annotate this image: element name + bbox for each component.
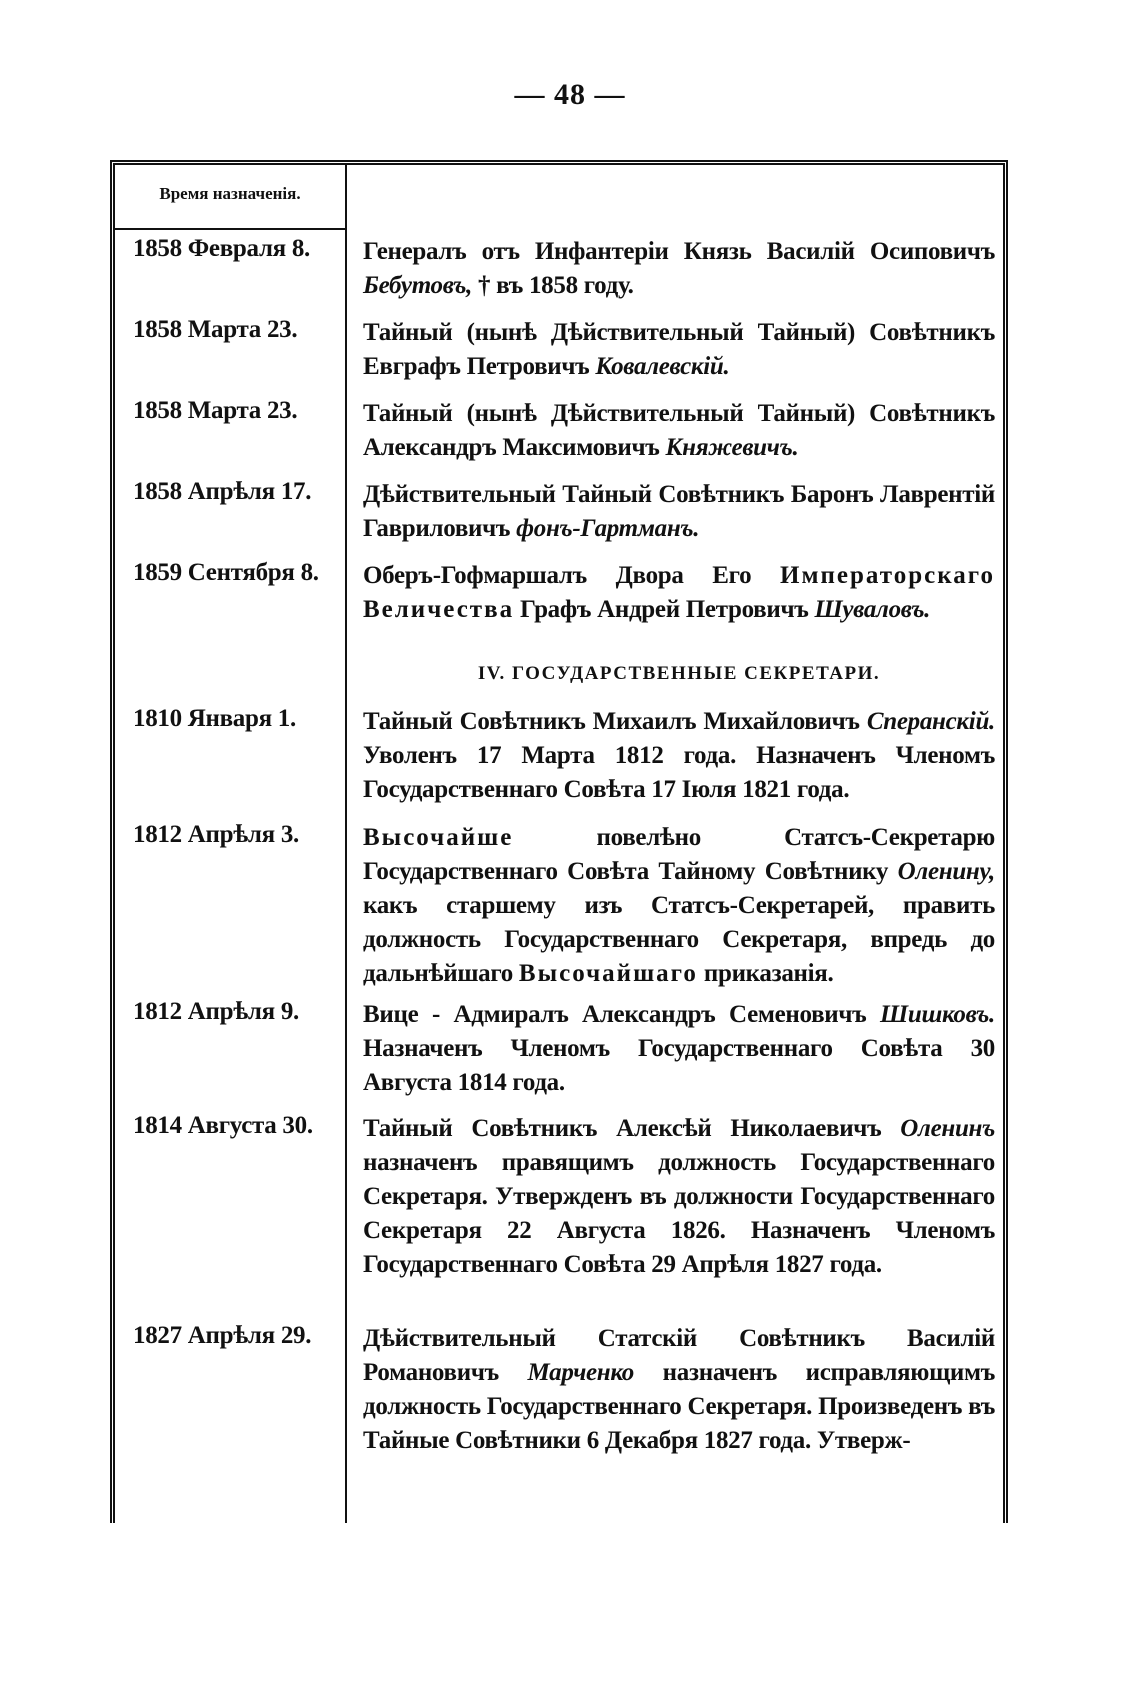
row-entry (363, 998, 995, 1100)
person-surname: Марченко (527, 1359, 635, 1386)
entry-text: Тайный Совѣтникъ Михаилъ Михайловичъ (363, 708, 867, 735)
row-entry (363, 821, 995, 991)
row-entry (363, 1322, 995, 1458)
person-surname: Шуваловъ. (814, 596, 931, 623)
entry-text: Уволенъ 17 Марта 1812 года. Назначенъ Членомъ Государственнаго Совѣта 17 Іюля 1821 года. (363, 742, 995, 803)
entry-text: Назначенъ Членомъ Государственнаго Совѣта 30 Августа 1814 года. (363, 1035, 995, 1096)
column-divider (345, 165, 347, 1523)
person-surname: Бебутовъ, (363, 272, 473, 299)
appointments-table (110, 160, 1008, 1523)
entry-text: приказанія. (697, 960, 834, 987)
column-header-appointment-time: Время назначенія. (115, 165, 345, 230)
person-surname: Шишковъ. (880, 1001, 995, 1028)
imperial-title: Императорскаго Величества (363, 562, 995, 623)
row-date: 1858 Марта 23. (133, 316, 298, 343)
entry-text: Тайный (нынѣ Дѣйствительный Тайный) Совѣтникъ Александръ Максимовичъ (363, 400, 995, 461)
imperial-word: Высочайше (363, 824, 514, 851)
entry-text: назначенъ исправляющимъ должность Государственнаго Секретаря. Произведенъ въ Тайные Совѣтники 6 Декабря 1827 года. Утверж- (363, 1359, 995, 1454)
person-surname: Ковалевскій. (595, 353, 730, 380)
entry-text: Генералъ отъ Инфантеріи Князь Василій Осиповичъ (363, 238, 995, 265)
entry-text: назначенъ правящимъ должность Государственнаго Секретаря. Утвержденъ въ должности Государственнаго Секретаря 22 Августа 1826. Назначенъ Членомъ Государственнаго Совѣта 29 Апрѣля 1827 года. (363, 1149, 995, 1278)
entry-text: Тайный (нынѣ Дѣйствительный Тайный) Совѣтникъ Евграфъ Петровичъ (363, 319, 995, 380)
person-surname: фонъ-Гартманъ. (516, 515, 700, 542)
person-surname: Оленинъ (900, 1115, 995, 1142)
entry-text: повелѣно Статсъ-Секретарю Государственнаго Совѣта Тайному Совѣтнику (363, 824, 995, 885)
row-date: 1812 Апрѣля 9. (133, 998, 299, 1025)
person-surname: Оленину, (897, 858, 995, 885)
page-number: — 48 — (514, 78, 626, 111)
row-date: 1812 Апрѣля 3. (133, 821, 299, 848)
row-date: 1827 Апрѣля 29. (133, 1322, 312, 1349)
row-entry (363, 397, 995, 465)
person-surname: Княжевичъ. (665, 434, 799, 461)
section-heading: IV. ГОСУДАРСТВЕННЫЕ СЕКРЕТАРИ. (477, 663, 881, 684)
row-entry (363, 1112, 995, 1282)
row-date: 1858 Марта 23. (133, 397, 298, 424)
person-surname: Сперанскій. (866, 708, 995, 735)
row-date: 1810 Января 1. (133, 705, 296, 732)
entry-text: Тайный Совѣтникъ Алексѣй Николаевичъ (363, 1115, 901, 1142)
imperial-word: Высочайшаго (518, 960, 698, 987)
row-entry (363, 478, 995, 546)
entry-text: Дѣйствительный Статскій Совѣтникъ Василій Романовичъ (363, 1325, 995, 1386)
row-entry (363, 705, 995, 807)
row-entry (363, 235, 995, 303)
row-date: 1858 Апрѣля 17. (133, 478, 312, 505)
row-date: 1814 Августа 30. (133, 1112, 313, 1139)
entry-text: † въ 1858 году. (472, 272, 634, 299)
row-date: 1858 Февраля 8. (133, 235, 310, 262)
row-entry (363, 559, 995, 627)
entry-text: Графъ Андрей Петровичъ (514, 596, 815, 623)
row-entry (363, 316, 995, 384)
row-date: 1859 Сентября 8. (133, 559, 319, 586)
entry-text: Дѣйствительный Тайный Совѣтникъ Баронъ Лаврентій Гавриловичъ (363, 481, 995, 542)
entry-text: Вице - Адмиралъ Александръ Семеновичъ (363, 1001, 881, 1028)
entry-text: какъ старшему изъ Статсъ-Секретарей, править должность Государственнаго Секретаря, впредь до дальнѣйшаго (363, 892, 995, 987)
entry-text: Оберъ-Гофмаршалъ Двора Его (363, 562, 781, 589)
